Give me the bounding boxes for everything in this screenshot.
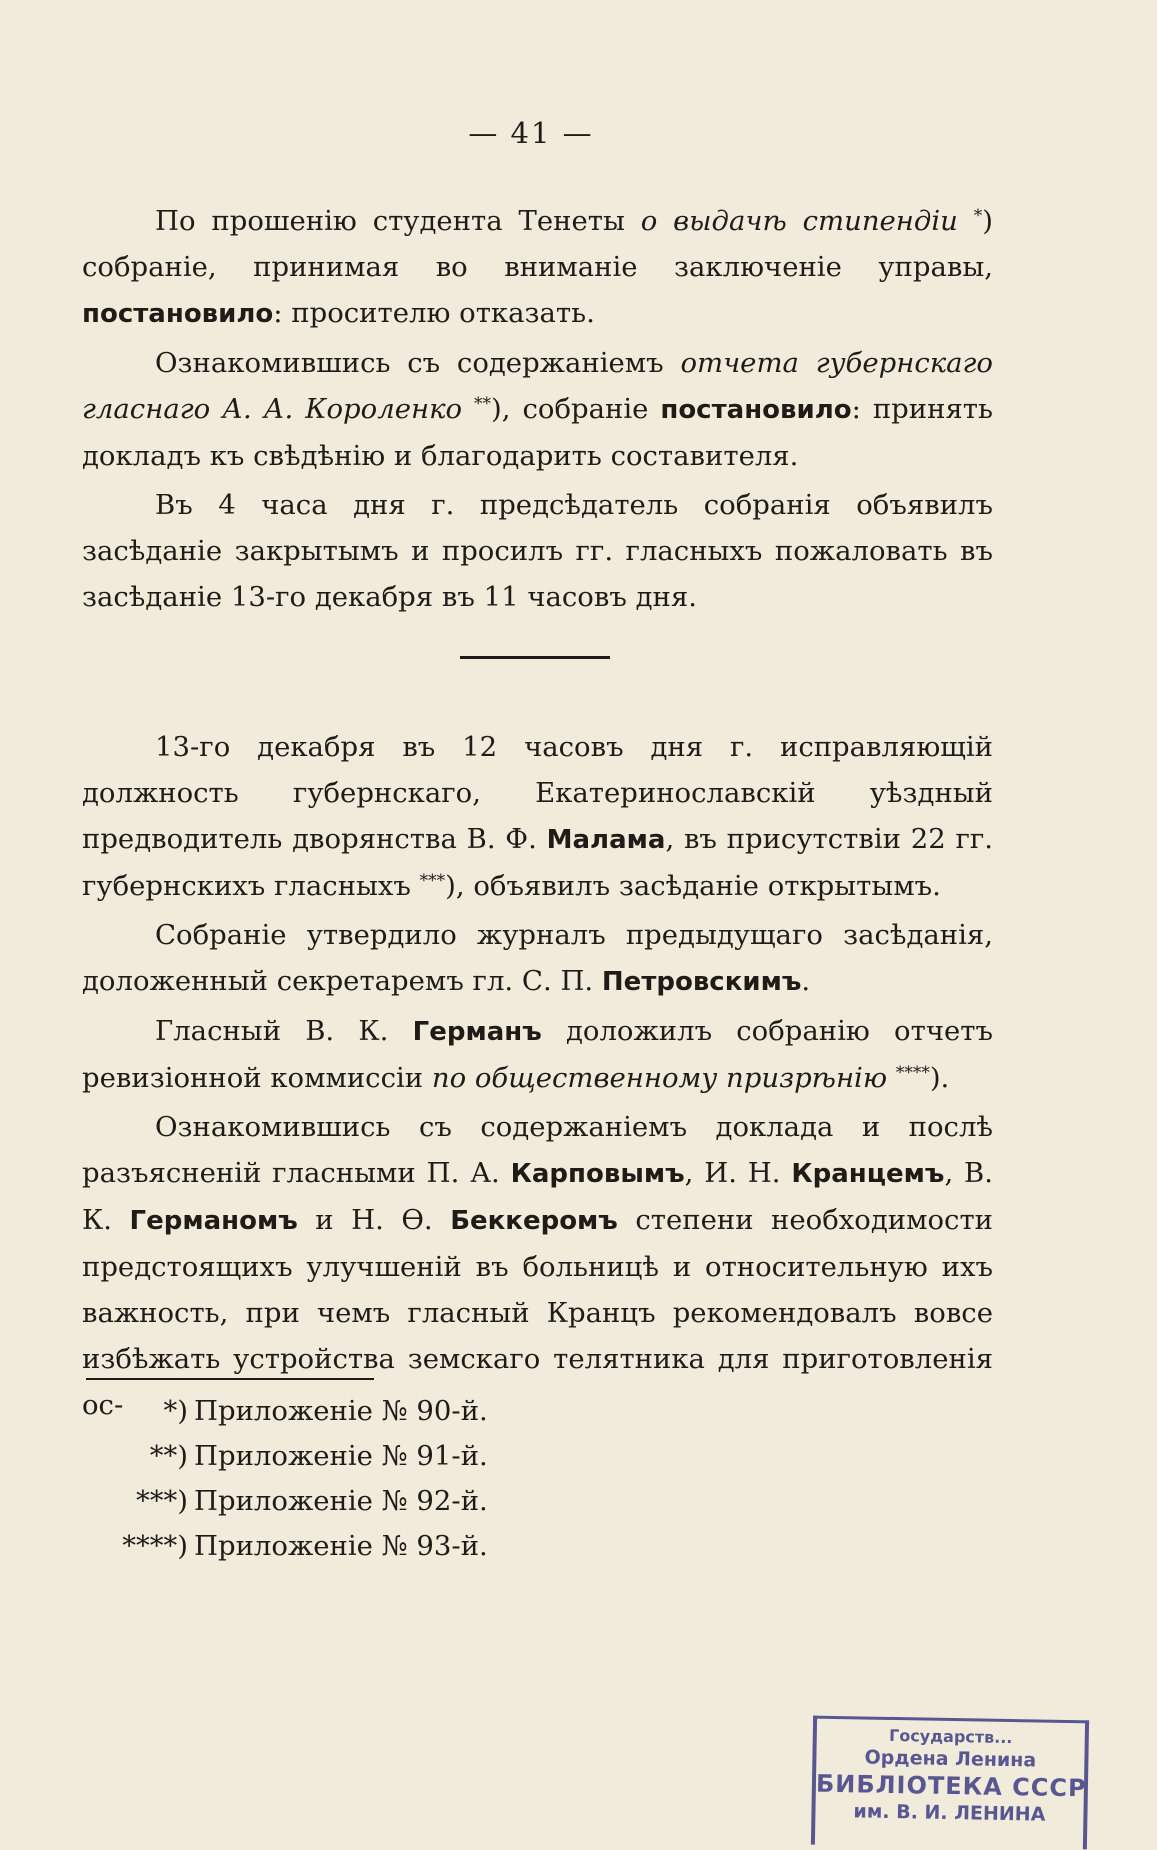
paragraph: Ознакомившись съ содержаніемъ доклада и послѣ разъясненій гласными П. А. Карповымъ, И. Н. Кранцемъ, В. К. Германомъ и Н. Ѳ. Беккеромъ степени необходимости предстоящихъ улучшеній въ больницѣ и относительную ихъ важность, при чемъ гласный Кранцъ рекомендовалъ вовсе избѣжать устройства земскаго телятника для приготовленія ос- (82, 1111, 993, 1421)
footnote: **) Приложеніе № 91-й. (149, 1440, 488, 1472)
paragraph: По прошенію студента Тенеты о выдачѣ стипендіи *) собраніе, принимая во вниманіе заключеніе управы, постановило: просителю отказать. (82, 205, 993, 329)
footnote: ***) Приложеніе № 92-й. (136, 1485, 488, 1517)
page-number: — 41 — (468, 116, 594, 150)
paragraph: 13-го декабря въ 12 часовъ дня г. исправляющій должность губернскаго, Екатеринославскій уѣздный предводитель дворянства В. Ф. Малама, въ присутствіи 22 гг. губернскихъ гласныхъ ***), объявилъ засѣданіе открытымъ. (82, 731, 993, 902)
footnote-rule (86, 1378, 374, 1380)
section-divider (460, 656, 610, 659)
paragraph: Собраніе утвердило журналъ предыдущаго засѣданія, доложенный секретаремъ гл. С. П. Петровскимъ. (82, 919, 993, 997)
text-block-bottom (82, 724, 993, 1428)
footnote: ****) Приложеніе № 93-й. (122, 1530, 488, 1562)
paragraph: Въ 4 часа дня г. предсѣдатель собранія объявилъ засѣданіе закрытымъ и просилъ гг. гласныхъ пожаловать въ засѣданіе 13-го декабря въ 11 часовъ дня. (82, 489, 993, 613)
footnote: *) Приложеніе № 90-й. (163, 1395, 488, 1427)
footnote-ref: *** (419, 871, 446, 891)
text-block-top (82, 198, 993, 620)
library-stamp: Государств... Ордена Ленина БИБЛІОТЕКА СССР им. В. И. ЛЕНИНА (811, 1716, 1089, 1850)
paragraph: Ознакомившись съ содержаніемъ отчета губернскаго гласнаго А. А. Короленко **), собраніе постановило: принять докладъ къ свѣдѣнію и благодарить составителя. (82, 347, 993, 472)
footnotes (110, 1389, 488, 1569)
footnote-ref: **** (895, 1063, 930, 1083)
footnote-ref: ** (474, 394, 492, 414)
paragraph: Гласный В. К. Германъ доложилъ собранію отчетъ ревизіонной коммиссіи по общественному призрѣнію ****). (82, 1015, 993, 1094)
footnote-ref: * (973, 206, 983, 226)
